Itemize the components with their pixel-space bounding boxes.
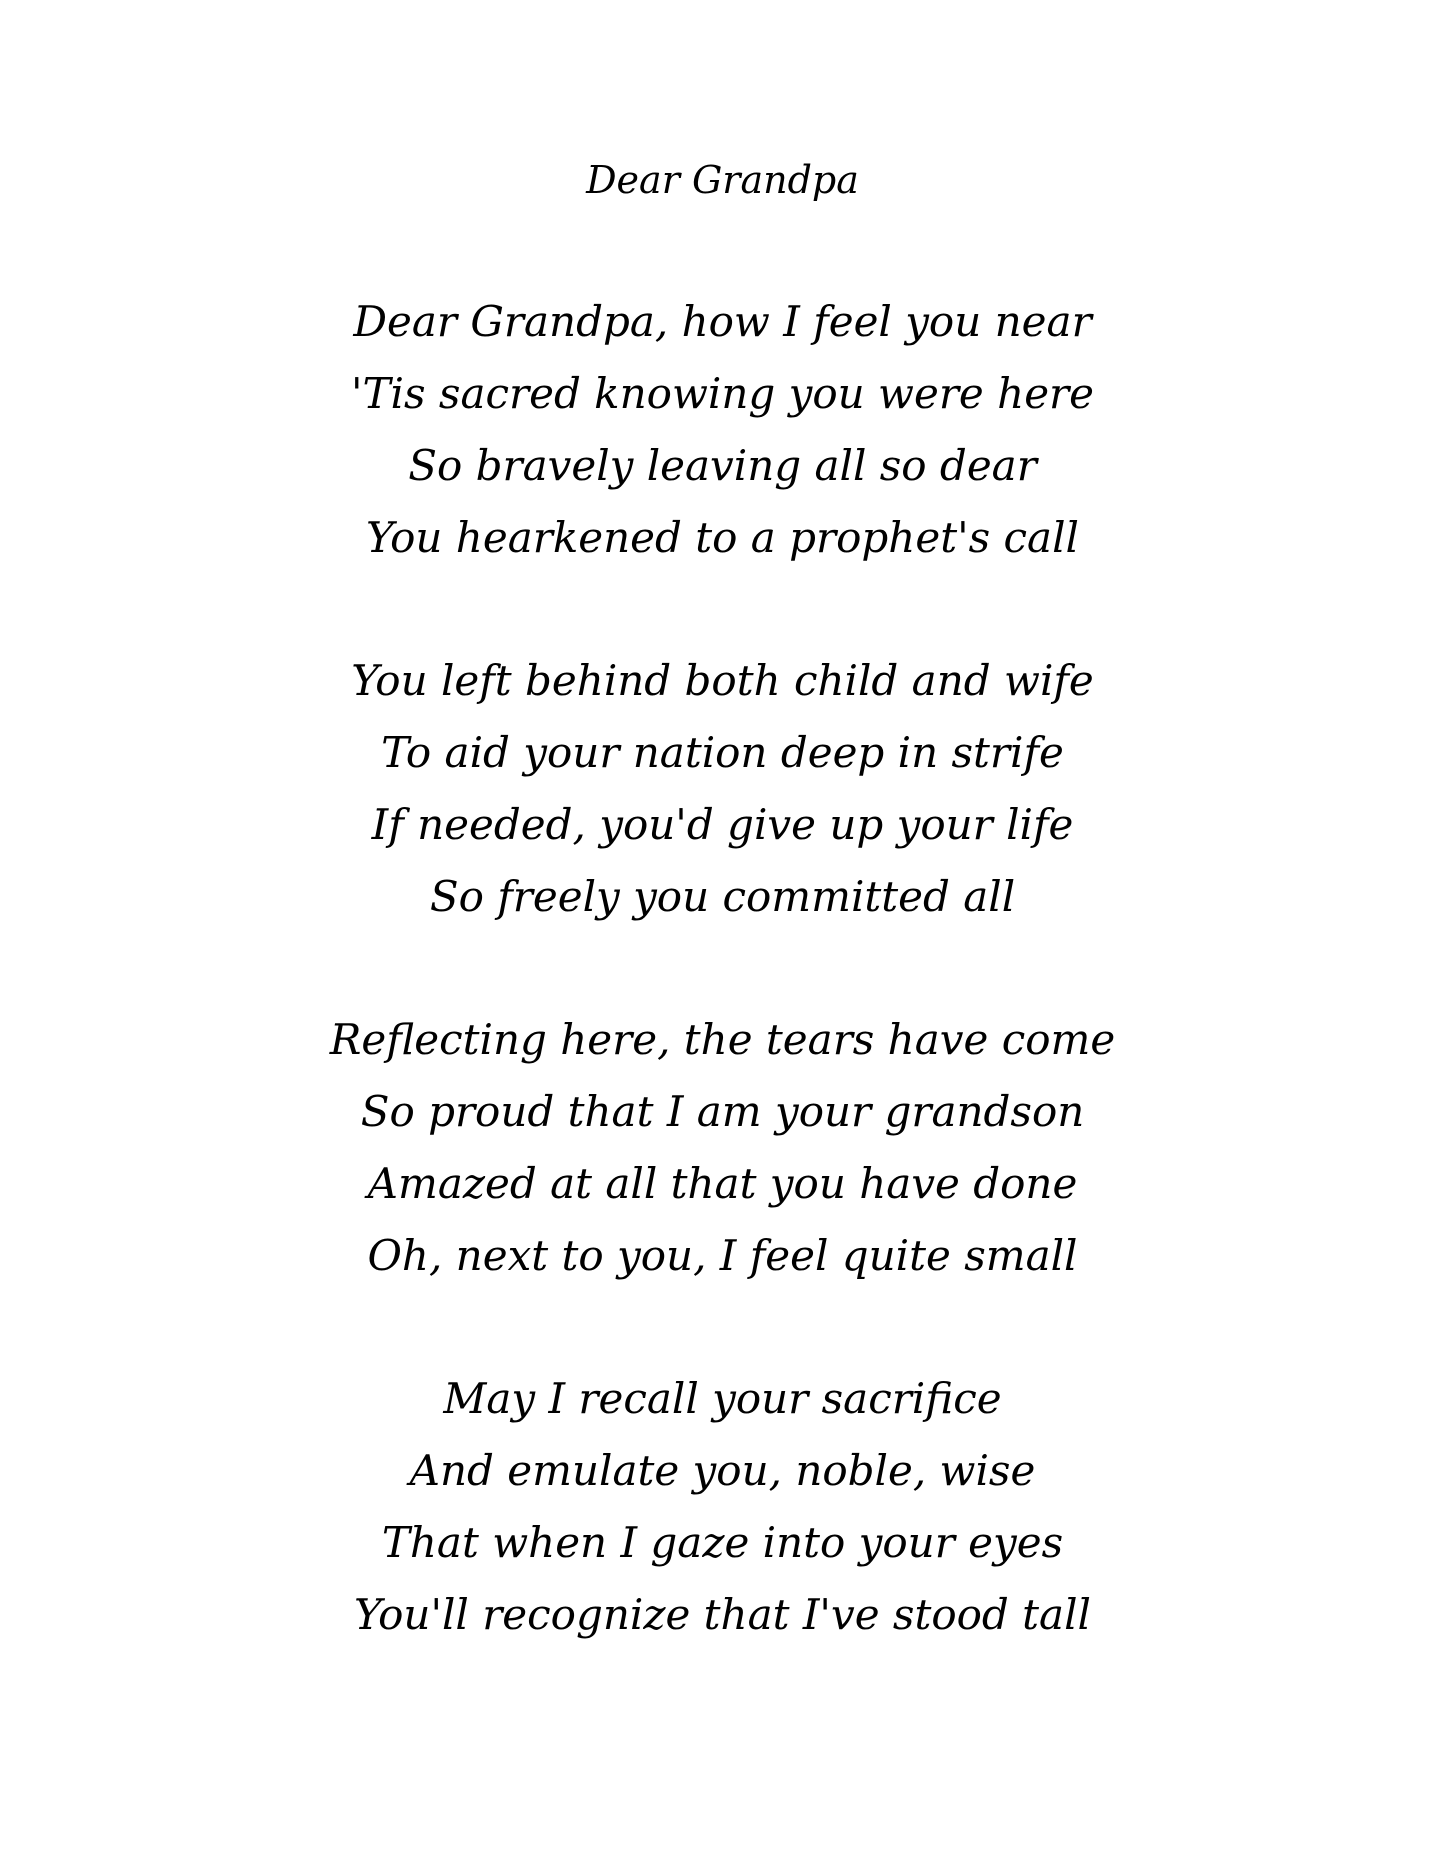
poem-line: You hearkened to a prophet's call (366, 513, 1079, 562)
poem-line: You left behind both child and wife (351, 656, 1094, 705)
poem-line: If needed, you'd give up your life (371, 800, 1074, 849)
poem-line: So bravely leaving all so dear (408, 441, 1037, 490)
poem-title: Dear Grandpa (586, 158, 859, 202)
poem-line: 'Tis sacred knowing you were here (351, 369, 1094, 418)
poem-line: Amazed at all that you have done (367, 1159, 1078, 1208)
poem-line: That when I gaze into your eyes (381, 1518, 1064, 1567)
stanza-4 (0, 1363, 1445, 1651)
stanza-3 (0, 1004, 1445, 1292)
poem-line: To aid your nation deep in strife (381, 728, 1064, 777)
poem-line: Oh, next to you, I feel quite small (367, 1231, 1078, 1280)
poem-line: So proud that I am your grandson (360, 1087, 1085, 1136)
poem-line: Dear Grandpa, how I feel you near (353, 297, 1092, 346)
poem-line: So freely you committed all (429, 872, 1016, 921)
stanza-1 (0, 286, 1445, 574)
poem-line: May I recall your sacrifice (443, 1374, 1002, 1423)
stanza-2 (0, 645, 1445, 933)
poem-line: Reflecting here, the tears have come (329, 1015, 1116, 1064)
poem-line: And emulate you, noble, wise (409, 1446, 1036, 1495)
poem-line: You'll recognize that I've stood tall (354, 1590, 1091, 1639)
